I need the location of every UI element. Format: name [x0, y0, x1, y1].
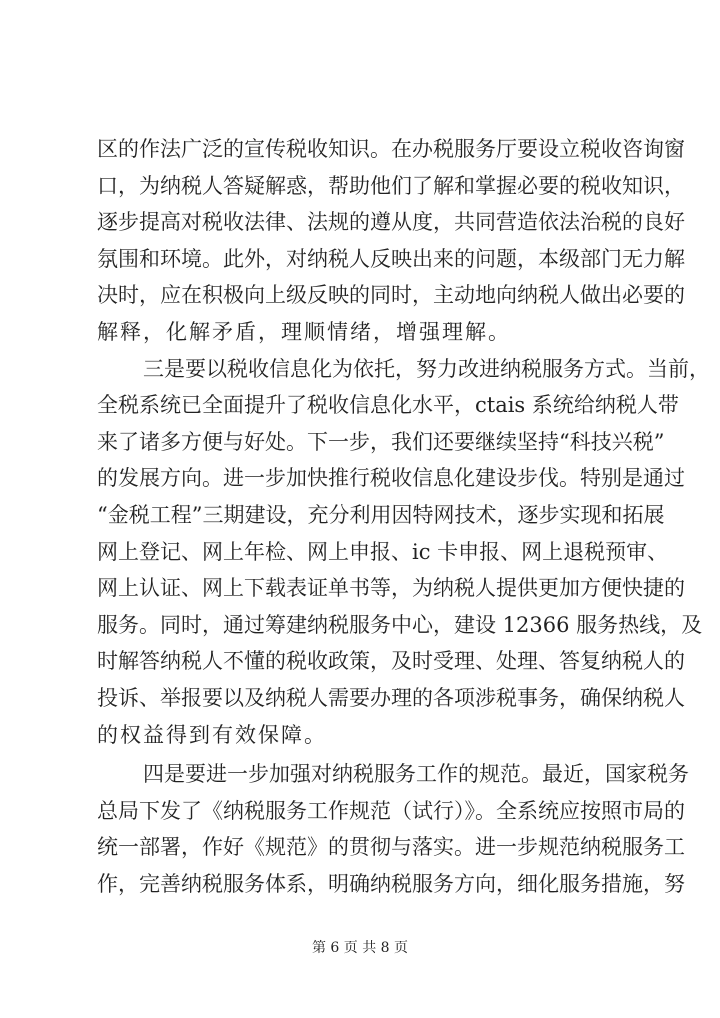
text-line: 决时，应在积极向上级反映的同时，主动地向纳税人做出必要的: [97, 283, 685, 308]
text-line: 解释，化解矛盾，理顺情绪，增强理解。: [97, 319, 511, 344]
text-line: 的权益得到有效保障。: [97, 722, 327, 747]
text-line: 口，为纳税人答疑解惑，帮助他们了解和掌握必要的税收知识，: [97, 173, 685, 198]
text-line: 的发展方向。进一步加快推行税收信息化建设步伐。特别是通过: [97, 466, 685, 491]
text-line: 服务。同时，通过筹建纳税服务中心，建设 12366 服务热线，及: [97, 612, 703, 637]
document-body: [97, 131, 710, 902]
text-line: 统一部署，作好《规范》的贯彻与落实。进一步规范纳税服务工: [97, 835, 685, 860]
text-line: 氛围和环境。此外，对纳税人反映出来的问题，本级部门无力解: [97, 246, 685, 271]
text-line: 逐步提高对税收法律、法规的遵从度，共同营造依法治税的良好: [97, 210, 685, 235]
text-line: “金税工程”三期建设，充分利用因特网技术，逐步实现和拓展: [97, 502, 665, 527]
text-line: 时解答纳税人不懂的税收政策，及时受理、处理、答复纳税人的: [97, 649, 685, 674]
text-line: 投诉、举报要以及纳税人需要办理的各项涉税事务，确保纳税人: [97, 685, 685, 710]
paragraph-2: [97, 351, 710, 754]
text-line: 作，完善纳税服务体系，明确纳税服务方向，细化服务措施，努: [97, 871, 685, 896]
text-line: 全税系统已全面提升了税收信息化水平，ctais 系统给纳税人带: [97, 393, 679, 418]
text-line: 区的作法广泛的宣传税收知识。在办税服务厅要设立税收咨询窗: [97, 137, 685, 161]
text-line: 四是要进一步加强对纳税服务工作的规范。最近，国家税务: [143, 762, 689, 787]
text-line: 三是要以税收信息化为依托，努力改进纳税服务方式。当前，: [143, 356, 710, 381]
text-line: 网上登记、网上年检、网上申报、ic 卡申报、网上退税预审、: [97, 539, 669, 564]
paragraph-1: [97, 131, 685, 351]
text-line: 总局下发了《纳税服务工作规范（试行）》。全系统应按照市局的: [97, 798, 685, 823]
page-number-footer: 第 6 页 共 8 页: [311, 940, 409, 956]
text-line: 网上认证、网上下载表证单书等，为纳税人提供更加方便快捷的: [97, 576, 685, 601]
text-line: 来了诸多方便与好处。下一步，我们还要继续坚持“科技兴税”: [97, 429, 665, 454]
paragraph-3: [97, 756, 689, 902]
